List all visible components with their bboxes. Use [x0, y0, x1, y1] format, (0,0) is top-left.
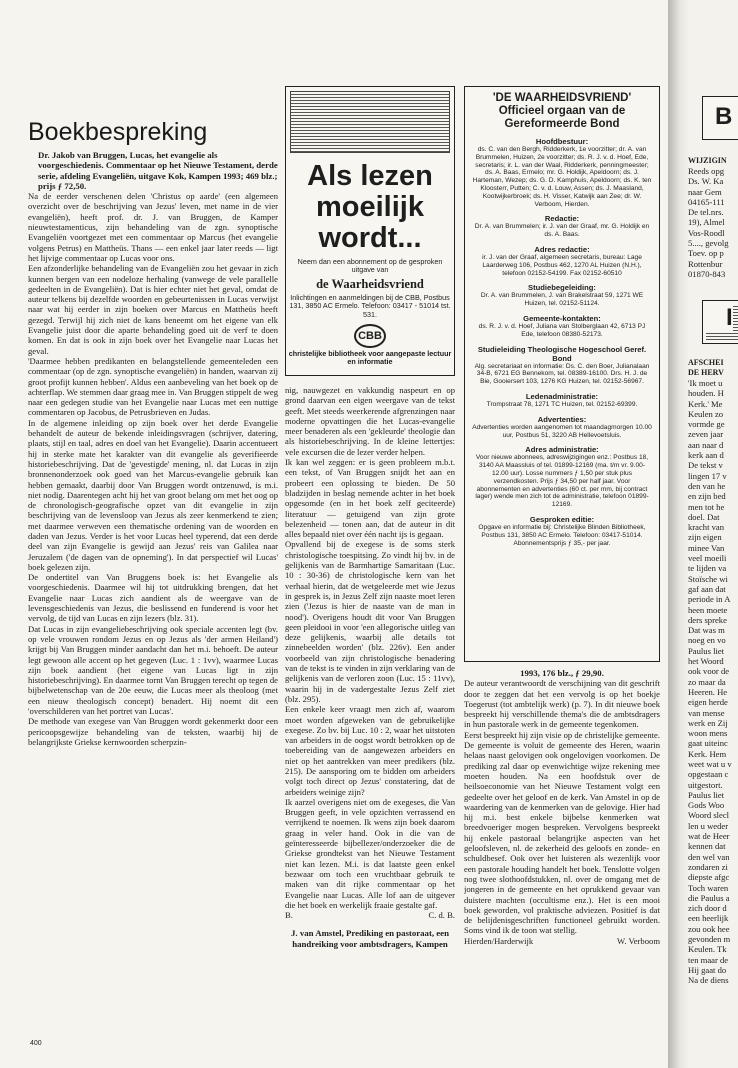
signature-right: C. d. B.: [428, 910, 455, 921]
paragraph: nig, nauwgezet en vakkundig naspeurt en op grond daarvan een eigen weergave van de tekst geeft. Met steeds weerkerende afgrenzingen naar moderne opvattingen die het Lucas-evangelie meer benaderen als een 'gekleurde' theologie dan als historiebeschrijving. In de kleine lettertjes: vele excursen die de lezer verder helpen.: [285, 385, 455, 457]
column-1: [28, 118, 278, 1023]
facing-line: naar Gem: [688, 186, 722, 197]
facing-line: diepste afgc: [688, 872, 730, 883]
colophon-section-head: Studieleiding Theologische Hogeschool Geref. Bond: [477, 344, 647, 363]
facing-line: veel moeili: [688, 553, 727, 564]
facing-line: 'Ik moet u: [688, 378, 723, 388]
colophon-section-body: Dr. A. van Brummelen; ir. J. van der Graaf, mr. G. Holdijk en ds. A. Baas.: [474, 223, 650, 239]
facing-line: houden. H: [688, 388, 724, 399]
book-gutter: [668, 0, 688, 1068]
paragraph: De auteur verantwoordt de verschijning van dit geschrift door te zeggen dat het een vervolg is op het boekje Toegerust (tot ambtelijk werk) (p. 7). In dit nieuwe boek bespreekt hij verschillende thema's die de ambtsdragers in hun pastorale werk in de gemeente tegenkomen.: [464, 678, 660, 730]
column-3: [464, 668, 660, 1023]
facing-line: woon mens: [688, 728, 728, 739]
colophon-section-body: ir. J. van der Graaf, algemeen secretaris, bureau: Lage Laarderweg 106, Postbus 462, 1270 AL Huizen (N.H.), telefoon 02152-54199. Fax 02152-60510: [482, 253, 642, 277]
hatched-banner: [706, 304, 738, 340]
facing-line: zijn eigen: [688, 532, 722, 543]
facing-line: Toev. op p: [688, 248, 724, 259]
colophon-section-head: Ledenadministratie:: [525, 391, 599, 401]
facing-heading: DE HERV: [688, 368, 724, 377]
colophon-section-body: Dr. A. van Brummelen, J. van Brakelstraat 59, 1271 WE Huizen, tel. 02152-51124.: [480, 292, 644, 308]
facing-line: Toch waren: [688, 882, 729, 893]
ad-intro: Neem dan een abonnement op de gesproken uitgave van: [297, 257, 443, 275]
facing-line: len u weder: [688, 820, 729, 831]
colophon-box: [464, 86, 660, 662]
review-signature: [285, 910, 455, 920]
facing-header-letter: I: [706, 304, 733, 331]
facing-line: gaf aan dat: [688, 583, 726, 594]
facing-line: Dat was m: [688, 625, 725, 636]
facing-line: Heeren. He: [688, 686, 728, 697]
ad-tagline: christelijke bibliotheek voor aangepaste lectuur en informatie: [288, 349, 452, 367]
signature-right: W. Verboom: [617, 935, 660, 946]
paragraph: Ik aarzel overigens niet om de exegeses, die Van Bruggen geeft, in vele opzichten verrassend en verrijkend te noemen. Ik wens zijn boek daarom graag in veler hand. Ook in die van de geïnteresseerde bijbellezer/onderzoeker die de Griekse grondtekst van het Nieuwe Testament niet kan lezen. M.i. is dat laatste geen enkel bezwaar om toch een vruchtbaar gebruik te maken van dit rijke commentaar op het Evangelie naar Lucas. Alle lof aan de uitgever die het boek en werkelijk fraaie gestalte gaf.: [285, 796, 455, 910]
colophon-section-body: ds. R. J. v. d. Hoef, Juliana van Stolberglaan 42, 6713 PJ Ede, telefoon 08380-52173.: [478, 322, 646, 338]
paragraph: Ik kan wel zeggen: er is geen probleem m.b.t. een tekst, of Van Bruggen snijdt het aan en probeert een oplossing te bieden. De 50 bladzijden in beslag nemende achter in het boek opgesomde (en in het boek zelf geciteerde) literatuur — getuigend van zijn grote belezenheid — tonen aan, dat de auteur in dit alles bepaald niet over één nacht ijs is gegaan.: [285, 457, 455, 540]
facing-header-box-2: [702, 300, 738, 344]
paragraph: Dat Lucas in zijn evangeliebeschrijving ook speciale accenten legt (bv. op vele vrouwen rondom Jezus en op Jezus als 'der armen Heiland') krijgt bij Van Bruggen minder aandacht dan het m.i. behoeft. De auteur legt gewoon alle accent op het gegeven (Luc. 1 : 1vv), waarmee Lucas zijn boek aandient (het eigene van Lucas ligt in zijn historiebeschrijving). En daarmee tornt Van Bruggen terecht op tegen de bijbelwetenschap van de 20e eeuw, die Lucas meer als theoloog (met een nieuw theologisch concept) benadert. Hij noemt dit een 'overschilderen van het portret van Lucas'.: [28, 623, 278, 717]
book-heading-2: J. van Amstel, Prediking en pastoraat, een handreiking voor ambtsdragers, Kampen: [291, 928, 449, 949]
facing-line: Hij gaat do: [688, 964, 727, 975]
facing-line: Kerk.' Me: [688, 398, 723, 409]
review-signature: [464, 936, 660, 946]
facing-line: een heerlijk: [688, 913, 729, 924]
facing-line: Stoïsche wi: [688, 573, 728, 584]
colophon-section-body: Alg. secretariaat en informatie: Ds. C. den Boer, Julianalaan 34-B, 6721 EG Bennekom, tel. 08389-16100. Drs. H. J. de Bie, Gooiersert 103, 1276 KG Huizen, tel. 02152-56967.: [474, 362, 650, 386]
facing-page-edge: [688, 0, 738, 1068]
facing-line: werk en Zij: [688, 717, 728, 728]
facing-line: opgestaan c: [688, 769, 729, 780]
paragraph: Een afzonderlijke behandeling van de Evangeliën zou het gevaar in zich kunnen bergen van een nodeloze herhaling (vanwege de vele parallelle gedeelten in de Evangeliën). Dat is hier echter niet het geval, omdat de auteur telkens bij dezelfde woorden en gebeurtenissen in Lucas verwijst naar wat hij eerder in zijn boeken over Marcus en Mattheüs heeft gezegd. Terwijl hij zich niet de kans beneemt om het eigene van elk Evangelie juist door die aparte behandeling goed uit de verf te doen komen. En dat is ook in zijn boek over het Evangelie naar Lucas het geval.: [28, 263, 278, 356]
facing-line: 5...., gevolg: [688, 238, 729, 249]
facing-line: Woord slecl: [688, 810, 730, 821]
facing-line: het Woord: [688, 656, 724, 667]
paragraph: In de algemene inleiding op zijn boek over het derde Evangelie behandelt de auteur de bekende inleidingsvragen (schrijver, datering, plaats, stijl en taal, adres en doel van het Evangelie). Daarin accentueert hij in sterke mate het karakter van dit evangelie als geverifieerde historiebeschrijving. Dat de 'gevestigde' mening, nl. dat Lucas in zijn bronnenonderzoek ook goed van het Marcus-evangelie gebruik kan hebben gemaakt, daarbij door Van Bruggen wordt ontzenuwd, is m.i. niet nodig. Daarentegen acht hij het van groot belang om met het oog op de chronologisch-geografische opzet van dit evangelie in zijn beschrijving van de levensloop van Jezus als zeer kenmerkend te zien; met daarmee verweven een thematische ordening van de woorden en daden van Jezus. Verder is het voor Lucas heel typerend, dat een derde deel van zijn Evangelie is gewijd aan Jezus' reis van Galilea naar Jeruzalem ('de dagen van de opneming'). In dat perspectief wil Lucas' boek gelezen zijn.: [28, 417, 278, 572]
facing-line: en zijn bed: [688, 491, 726, 502]
facing-line: aan naar d: [688, 439, 724, 450]
signature-left: B.: [285, 910, 293, 921]
paragraph: De ondertitel van Van Bruggens boek is: het Evangelie als voorgeschiedenis. Daarmee wil hij tot uitdrukking brengen, dat het Evangelie naar Lucas zich aandient als de weergave van de levensgeschiedenis van Jezus, die beslissend en funderend is voor het vervolg, de tijd van Lucas en zijn lezers (blz. 31).: [28, 572, 278, 624]
paragraph: Eerst bespreekt hij zijn visie op de christelijke gemeente. De gemeente is voluit de gemeente des Heren, waarin helaas naast gelovigen ook ongelovigen voorkomen. De prediking zal daar op evenwichtige wijze rekening mee moeten houden. Na een hoofdstuk over de heilsoeconomie van het Nieuwe Testament volgt een gedeelte over het geloof en de kerk. Van Amstel in op de waardering van de kenmerken van de gelovige. Hier had hij m.i. best enkele bijbelse kenmerken wat breedvoeriger mogen bespreken. Vervolgens bespreekt hij enkele pastoraal belangrijke aspecten van het geloofsleven, nl. de zekerheid des geloofs en zonde- en schuldbesef. Ook over het luisteren als wezenlijk voor een pastorale houding handelt het boek. Tenslotte volgen nog twee slothoofdstukken, nl. over de omgang met de jongeren in de gemeente en het oprukkend gevaar van duistere machten (occultisme enz.). Het is een mooi boek geworden, vol praktische adviezen. Positief is dat de belijdenisgeschriften functioneel gebruikt worden. Soms vind ik de toon wat stellig.: [464, 729, 660, 936]
book-heading: Dr. Jakob van Bruggen, Lucas, het evangelie als voorgeschiedenis. Commentaar op het Nieuwe Testament, derde serie, afdeling Evangeliën, uitgave Kok, Kampen 1993; 469 blz.; prijs ƒ 72,50.: [38, 150, 278, 191]
colophon-title: 'DE WAARHEIDSVRIEND': [492, 92, 632, 104]
facing-line: zo maar da: [688, 676, 726, 687]
facing-line: die Paulus a: [688, 892, 730, 903]
facing-line: Paulus liet: [688, 645, 725, 656]
colophon-section-body: ds. C. van den Bergh, Ridderkerk, 1e voorzitter; dr. A. van Brummelen, Huizen, 2e voorzitter; ds. R. J. v. d. Hoef, Ede, secretaris; ir. L. van der Waal, Ridderkerk, penningmeester; ds. A. Baas, Ermelo; mr. G. Holdijk, Apeldoorn; ds. J. Harteman, Wezep; ds. G. D. Kamphuis, Apeldoorn; ds. K. ten Kloosterr, Putten; C. v. d. Louw, Assen; ds. J. Maasland, Kootwijkerbroek; ds. H. Visser, Katwijk aan Zee; dr. W. Verboom, Hierden.: [472, 146, 652, 208]
advertisement-box: [285, 86, 455, 376]
facing-line: gaat uiteinc: [688, 738, 728, 749]
facing-line: kennen dat: [688, 841, 726, 852]
facing-line: noeg en vo: [688, 635, 726, 646]
paragraph: 'Daarmee hebben predikanten en belangstellende gemeenteleden een commentaar (op de zgn. synoptische evangeliën) in handen, waarvan zij groot profijt kunnen hebben'. Aldus een aanbeveling van het boek op de achterflap. We stemmen daar graag mee in. Van Bruggen stippelt de weg naar een gedegen studie van het Evangelie naar Lucas met een nuttige commentaren op Jacobus, de Petrusbrieven en Judas.: [28, 355, 278, 418]
facing-line: kerk aan d: [688, 450, 724, 461]
facing-heading: AFSCHEI: [688, 358, 724, 367]
ad-paper-name: de Waarheidsvriend: [316, 276, 424, 291]
colophon-section-head: Redactie:: [544, 214, 580, 224]
facing-line: gevonden m: [688, 934, 731, 945]
facing-line: Keulen. Tk: [688, 944, 727, 955]
facing-line: ten maar de: [688, 954, 729, 965]
book-heading-3: 1993, 176 blz., ƒ 29,90.: [520, 668, 604, 678]
facing-line: heen moete: [688, 604, 728, 615]
facing-line: Reeds opg: [688, 166, 725, 176]
colophon-section: [471, 314, 653, 339]
facing-line: De tel.nrs.: [688, 207, 724, 218]
facing-column-bottom: [688, 358, 732, 986]
facing-line: zich door d: [688, 903, 727, 914]
colophon-section: [471, 515, 653, 547]
colophon-section-body: Advertenties worden aangenomen tot maandagmorgen 10.00 uur, Postbus 51, 3220 AB Hellevoetsluis.: [472, 423, 652, 439]
ad-contact: Inlichtingen en aanmeldingen bij de CBB, Postbus 131, 3850 AC Ermelo. Telefoon: 03417 - 51014 tst. 531.: [289, 292, 451, 319]
article-title: Boekbespreking: [28, 118, 208, 146]
colophon-section-head: Adres redactie:: [534, 244, 590, 254]
colophon-section-head: Advertenties:: [537, 414, 587, 424]
facing-line: te lijden va: [688, 563, 727, 574]
colophon-section-body: Opgave en informatie bij: Christelijke Blinden Bibliotheek, Postbus 131, 3850 AC Ermelo. Telefoon: 03417-51014. Abonnementsprijs ƒ 35,- per jaar.: [478, 523, 646, 547]
facing-header-letter: B: [715, 103, 733, 130]
colophon-section: [471, 283, 653, 308]
colophon-section-head: Gemeente-kontakten:: [523, 313, 601, 323]
facing-header-box: [702, 96, 738, 140]
facing-line: zou ook hee: [688, 923, 730, 934]
signature-left: Hierden/Harderwijk: [464, 935, 534, 946]
facing-line: De tekst v: [688, 460, 723, 471]
facing-line: Ds. W. Ka: [688, 176, 724, 187]
facing-line: Vos-Roodl: [688, 227, 725, 238]
facing-line: 04165-111: [688, 196, 725, 207]
facing-line: weet wat u v: [688, 758, 732, 769]
facing-line: Rottenbur: [688, 258, 723, 269]
facing-line: doel. Dat: [688, 511, 720, 522]
colophon-section-body: Voor nieuwe abonnees, adreswijzigingen enz.: Postbus 18, 3140 AA Maassluis of tel. 01899-12169 (ma. t/m vr. 9.00-12.00 uur). Losse nummers ƒ 1,50 per stuk plus verzendkosten. Prijs ƒ 34,50 per half jaar. Voor abonnementen en advertenties (60 ct. per mm, bij contract lager) wende men zich tot de administratie, telefoon 01899-12169.: [475, 454, 649, 509]
colophon-section-head: Gesproken editie:: [529, 514, 595, 524]
facing-line: vormde ge: [688, 419, 725, 430]
facing-line: van mense: [688, 707, 725, 718]
facing-line: wat de Heer: [688, 831, 730, 842]
colophon-section-body: Trompstraat 78, 1271 TC Huizen, tel. 02152-69399.: [486, 400, 638, 408]
column-2: [285, 385, 455, 1023]
facing-line: Kerk. Hem: [688, 748, 727, 759]
colophon-section-head: Adres administratie:: [525, 445, 599, 455]
facing-line: 19), Almel: [688, 217, 725, 228]
colophon-section: [471, 214, 653, 239]
facing-line: eigen herde: [688, 697, 728, 708]
colophon-section: [471, 345, 653, 386]
facing-line: ook voor de: [688, 666, 730, 677]
colophon-section: [471, 445, 653, 509]
facing-line: zondaren zi: [688, 861, 728, 872]
facing-line: minee Van: [688, 542, 725, 553]
facing-line: Keulen zo: [688, 408, 724, 419]
paragraph: Een enkele keer vraagt men zich af, waarom moet worden afgeweken van de gebruikelijke exegese. Zo bv. bij Luc. 10 : 2, waar het uitstoten van arbeiders in de oogst wordt betrokken op de toebereiding van de aangewezen arbeiders en niet op het aantrekken van meer predikers (blz. 215). De aansporing om te bidden om arbeiders volgt toch direct op Jezus' constatering, dat de arbeiders weinige zijn?: [285, 704, 455, 797]
facing-line: Gods Woo: [688, 800, 725, 811]
facing-line: 01870-843: [688, 268, 726, 279]
ad-headline: [286, 161, 454, 254]
facing-line: zeven jaar: [688, 429, 724, 440]
facing-line: ders spreke: [688, 614, 727, 625]
facing-column-top: [688, 156, 729, 279]
colophon-section-head: Studiebegeleiding:: [528, 283, 596, 293]
paragraph: Opvallend bij de exegese is de soms sterk christologische toespitsing. Zo vindt hij bv. in de gelijkenis van de Barmhartige Samaritaan (Luc. 10 : 30-36) de christologische kern van het verhaal hierin, dat de wetgeleerde met wie Jezus in gesprek is, in Jezus Zelf zijn naaste moet leren zien ('Jezus is hier de naaste van de man in nood'). Overigens houdt dit voor Van Bruggen geen pleidooi in voor 'een allegorische uitleg van deze gelijkenis, waarbij alle details tot zinnebeelden worden' (blz. 226v). Een ander voorbeeld van zijn christologische benadering van de tekst is te vinden in zijn verklaring van de gelijkenis van de verloren zoon (Luc. 15 : 11vv), waarin hij in de vadergestalte Jezus Zelf ziet (blz. 295).: [285, 539, 455, 704]
facing-line: uitgestort.: [688, 779, 723, 790]
colophon-section: [471, 392, 653, 409]
facing-line: den van he: [688, 480, 726, 491]
facing-line: periode in A: [688, 594, 731, 605]
colophon-section: [471, 245, 653, 277]
facing-line: Na de diens: [688, 975, 729, 986]
facing-line: den wel van: [688, 851, 730, 862]
facing-line: men tot he: [688, 501, 725, 512]
facing-heading: WIJZIGIN: [688, 156, 727, 165]
colophon-section: [471, 137, 653, 208]
hatched-banner: [290, 91, 450, 153]
facing-line: Paulus liet: [688, 789, 725, 800]
colophon-subtitle: Officieel orgaan van de Gereformeerde Bond: [498, 105, 626, 130]
colophon-section-head: Hoofdbestuur:: [535, 137, 589, 146]
facing-line: kracht van: [688, 522, 725, 533]
facing-line: lingen 17 v: [688, 470, 727, 481]
ad-headline-line: moeilijk: [316, 191, 424, 223]
ad-headline-line: Als lezen: [307, 160, 433, 192]
paragraph: Na de eerder verschenen delen 'Christus op aarde' (een algemeen overzicht over de beschrijving van Jezus' leven, met name in de vier evangeliën), heeft prof. dr. J. van Bruggen, de Kamper nieuwtestamenticus, zijn behandeling van de zgn. synoptische Evangeliën voortgezet met een commentaar op Marcus (het evangelie volgens Petrus) en Mattheüs. Thans — een enkel jaar later reeds — ligt het lijvige commentaar op Lucas voor ons.: [28, 191, 278, 263]
ad-headline-line: wordt...: [318, 222, 422, 254]
cbb-logo-icon: CBB: [354, 324, 386, 348]
paragraph: De methode van exegese van Van Bruggen wordt gekenmerkt door een pericoopsgewijze behandeling van de teksten, waarbij hij de belangrijkste Griekse kernwoorden scherpzin-: [28, 716, 278, 747]
page-number: 400: [30, 1040, 42, 1047]
colophon-section: [471, 415, 653, 440]
